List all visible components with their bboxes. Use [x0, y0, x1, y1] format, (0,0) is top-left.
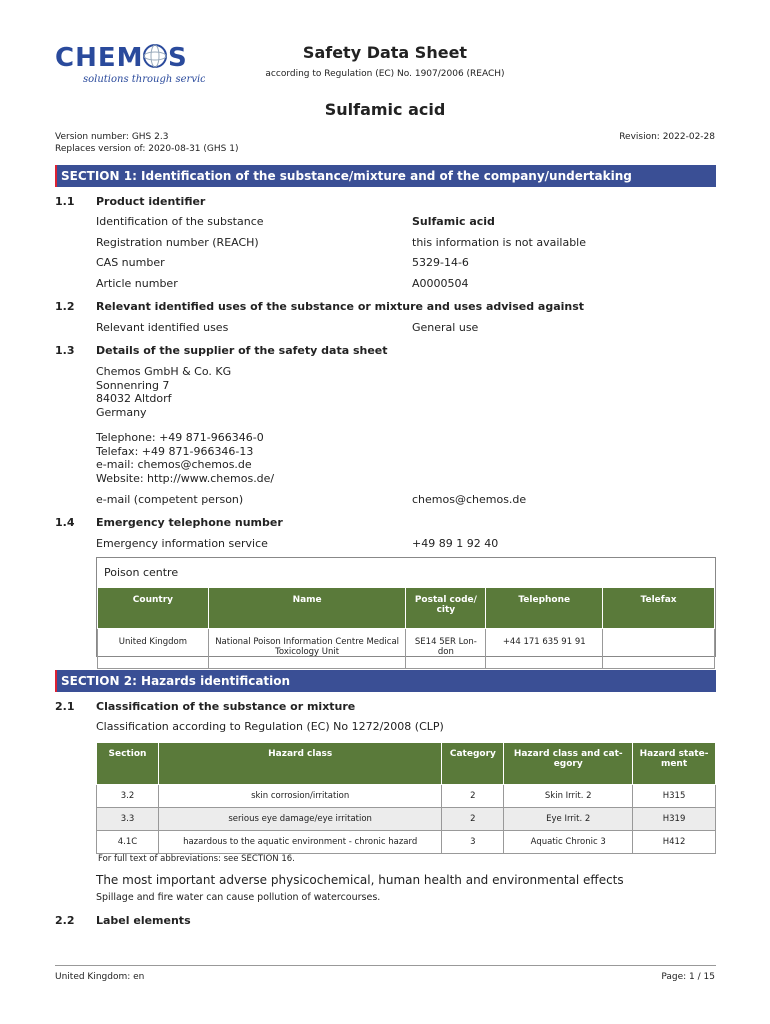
- table-cell: National Poison Information Centre Medical Toxicology Unit: [208, 629, 406, 669]
- table-cell: Eye Irrit. 2: [504, 808, 633, 831]
- adverse-effects-text: Spillage and fire water can cause pollution of watercourses.: [96, 892, 381, 903]
- replaces-version: Replaces version of: 2020-08-31 (GHS 1): [55, 144, 239, 154]
- column-header: Telefax: [603, 588, 715, 629]
- column-header: Hazard class and cat- egory: [504, 743, 633, 785]
- telefax-line: Telefax: +49 871-966346-13: [96, 444, 254, 458]
- uses-label: Relevant identified uses: [96, 321, 229, 334]
- identification-label: Identification of the substance: [96, 215, 264, 228]
- emergency-label: Emergency information service: [96, 537, 268, 550]
- article-label: Article number: [96, 277, 178, 290]
- registration-label: Registration number (REACH): [96, 236, 259, 249]
- section-1-3-number: 1.3: [55, 344, 75, 357]
- section-2-2-number: 2.2: [55, 914, 75, 927]
- table-cell: Aquatic Chronic 3: [504, 831, 633, 854]
- column-header: Postal code/ city: [406, 588, 486, 629]
- table-header-row: [97, 743, 716, 785]
- document-subtitle: according to Regulation (EC) No. 1907/2006 (REACH): [265, 69, 505, 79]
- section-1-4-title: Emergency telephone number: [96, 516, 283, 529]
- table-row: [97, 831, 716, 854]
- logo-word: CHEM: [55, 43, 144, 73]
- table-cell: +44 171 635 91 91: [486, 629, 603, 669]
- footer-divider: [55, 965, 716, 966]
- section-2-header: SECTION 2: Hazards identification: [55, 670, 716, 692]
- column-header: Section: [97, 743, 159, 785]
- abbreviations-footnote: For full text of abbreviations: see SECTION 16.: [98, 854, 295, 864]
- email-line[interactable]: e-mail: chemos@chemos.de: [96, 458, 252, 471]
- table-cell: Skin Irrit. 2: [504, 785, 633, 808]
- table-cell: 2: [442, 808, 504, 831]
- section-2-1-title: Classification of the substance or mixture: [96, 700, 356, 713]
- registration-value: this information is not available: [412, 236, 586, 249]
- table-row: [98, 629, 715, 669]
- table-row: [97, 785, 716, 808]
- cas-value: 5329-14-6: [412, 256, 469, 269]
- column-header: Category: [442, 743, 504, 785]
- address-line: Germany: [96, 405, 147, 419]
- table-row: [97, 808, 716, 831]
- poison-centre-title: Poison centre: [104, 566, 179, 579]
- logo-tagline: solutions through service: [83, 74, 205, 85]
- address-line: Chemos GmbH & Co. KG: [96, 365, 232, 378]
- table-cell: skin corrosion/irritation: [158, 785, 441, 808]
- table-cell: 3.2: [97, 785, 159, 808]
- table-cell: 3: [442, 831, 504, 854]
- address-line: Sonnenring 7: [96, 378, 170, 392]
- competent-email-value[interactable]: chemos@chemos.de: [412, 493, 527, 506]
- column-header: Name: [208, 588, 406, 629]
- section-1-4-number: 1.4: [55, 516, 75, 529]
- hazard-classification-table: [96, 742, 716, 854]
- table-cell: 2: [442, 785, 504, 808]
- emergency-value: +49 89 1 92 40: [412, 537, 499, 550]
- supplier-address: [96, 365, 231, 419]
- supplier-contact: [96, 431, 274, 485]
- section-1-1-number: 1.1: [55, 195, 75, 208]
- table-cell: SE14 5ER Lon- don: [406, 629, 486, 669]
- cas-label: CAS number: [96, 256, 165, 269]
- section-2-1-number: 2.1: [55, 700, 75, 713]
- section-1-2-title: Relevant identified uses of the substance or mixture and uses advised against: [96, 300, 585, 313]
- document-title: Safety Data Sheet: [302, 43, 468, 62]
- website-line[interactable]: Website: http://www.chemos.de/: [96, 471, 275, 485]
- section-1-2-number: 1.2: [55, 300, 75, 313]
- revision-date: Revision: 2022-02-28: [619, 132, 715, 142]
- table-cell: serious eye damage/eye irritation: [158, 808, 441, 831]
- section-1-1-title: Product identifier: [96, 195, 206, 208]
- article-value: A0000504: [412, 277, 469, 290]
- uses-value: General use: [412, 321, 479, 334]
- footer-locale: United Kingdom: en: [55, 972, 145, 982]
- table-cell: H412: [633, 831, 716, 854]
- table-cell: 4.1C: [97, 831, 159, 854]
- adverse-effects-title: The most important adverse physicochemical, human health and environmental effects: [96, 873, 624, 887]
- table-cell: [603, 629, 715, 669]
- table-cell: H315: [633, 785, 716, 808]
- section-2-2-title: Label elements: [96, 914, 191, 927]
- column-header: Hazard class: [158, 743, 441, 785]
- telephone-line: Telephone: +49 871-966346-0: [96, 431, 264, 444]
- table-cell: hazardous to the aquatic environment - chronic hazard: [158, 831, 441, 854]
- column-header: Country: [98, 588, 209, 629]
- section-1-3-title: Details of the supplier of the safety data sheet: [96, 344, 388, 357]
- competent-email-label: e-mail (competent person): [96, 493, 244, 506]
- column-header: Telephone: [486, 588, 603, 629]
- poison-centre-table: [97, 587, 715, 669]
- version-number: Version number: GHS 2.3: [55, 132, 169, 142]
- product-title: Sulfamic acid: [324, 100, 446, 119]
- svg-text:S: S: [168, 43, 187, 73]
- address-line: 84032 Altdorf: [96, 392, 172, 405]
- table-cell: United Kingdom: [98, 629, 209, 669]
- identification-value: Sulfamic acid: [412, 215, 495, 228]
- classification-subtitle: Classification according to Regulation (EC) No 1272/2008 (CLP): [96, 720, 444, 733]
- table-header-row: [98, 588, 715, 629]
- section-1-header: SECTION 1: Identification of the substance/mixture and of the company/undertaking: [55, 165, 716, 187]
- table-cell: H319: [633, 808, 716, 831]
- table-cell: 3.3: [97, 808, 159, 831]
- column-header: Hazard state- ment: [633, 743, 716, 785]
- page-number: Page: 1 / 15: [661, 972, 715, 982]
